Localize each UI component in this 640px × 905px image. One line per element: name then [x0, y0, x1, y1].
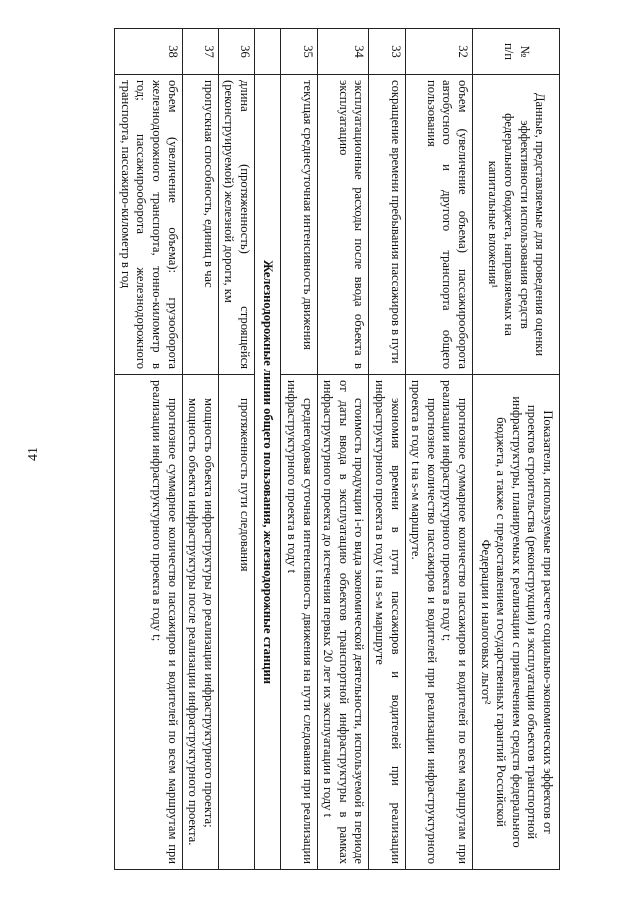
- row-indicators: [405, 375, 472, 870]
- table-row: [218, 29, 254, 870]
- table-row: [369, 29, 405, 870]
- indicator-text: прогнозное суммарное количество пассажиров и водителей по всем маршрутам при реализации инфраструктурного проекта в году t;: [149, 380, 180, 864]
- row-indicators: [281, 375, 317, 870]
- indicator-text: протяженность пути следования: [237, 398, 252, 572]
- indicator-text: мощность объекта инфраструктуры до реализации инфраструктурного проекта;: [201, 398, 216, 828]
- row-num: 38: [115, 29, 182, 75]
- row-num: 34: [317, 29, 369, 75]
- row-indicators: [369, 375, 405, 870]
- row-data: текущая среднесуточная интенсивность движения: [281, 75, 317, 375]
- section-row: [254, 29, 281, 870]
- row-num: 35: [281, 29, 317, 75]
- header-data: Данные, представляемые для проведения оценки эффективности использования средств федерального бюджета, направляемых на капитальные вложения¹: [473, 75, 560, 375]
- table-row: [317, 29, 369, 870]
- table-row: [281, 29, 317, 870]
- indicator-text: мощность объекта инфраструктуры после реализации инфраструктурного проекта.: [186, 398, 201, 846]
- rotated-table-page: [80, 28, 560, 869]
- header-indicators: Показатели, используемые при расчете социально-экономических эффектов от проектов строительства (реконструкции) и эксплуатации объектов транспортной инфраструктуры, планируемых к реализации с привлечением средств федерального бюджета, а также с предоставлением государственных гарантий Российской Федерации и налоговых льгот²: [473, 375, 560, 870]
- header-num: № п/п: [473, 29, 560, 75]
- table-header-row: [473, 29, 560, 870]
- row-indicators: [182, 375, 218, 870]
- data-table: [114, 28, 560, 870]
- indicator-text: экономия времени в пути пассажиров и водителей при реализации инфраструктурного проекта в году t на s-м маршруте: [373, 380, 403, 864]
- row-data: пропускная способность, единиц в час: [182, 75, 218, 375]
- row-num: 37: [182, 29, 218, 75]
- row-data: эксплуатационные расходы после ввода объекта в эксплуатацию: [317, 75, 369, 375]
- page-number: 41: [26, 447, 41, 461]
- row-indicators: [317, 375, 369, 870]
- row-data: объем (увеличение объема) пассажирооборота автобусного и другого транспорта общего пользования: [405, 75, 472, 375]
- row-data: объем (увеличение объема): грузооборота железнодорожного транспорта, тонно-километр в год; пассажирооборота железнодорожного транспорта, пассажиро-километр в год: [115, 75, 182, 375]
- row-data: сокращение времени пребывания пассажиров в пути: [369, 75, 405, 375]
- row-num: 32: [405, 29, 472, 75]
- table-row: [115, 29, 182, 870]
- table-row: [405, 29, 472, 870]
- table-row: [182, 29, 218, 870]
- row-indicators: [115, 375, 182, 870]
- row-num: 36: [218, 29, 254, 75]
- row-num: 33: [369, 29, 405, 75]
- section-title: Железнодорожные линии общего пользования, железнодорожные станции: [254, 75, 281, 870]
- row-data: длина (протяженность) строящейся (реконструируемой) железной дороги, км: [218, 75, 254, 375]
- indicator-text: прогнозное суммарное количество пассажиров и водителей по всем маршрутам при реализации инфраструктурного проекта в году t;: [440, 380, 471, 864]
- indicator-text: прогнозное количество пассажиров и водителей при реализации инфраструктурного проекта в году t на s-м маршруте.: [409, 380, 439, 864]
- section-spacer: [254, 29, 281, 75]
- indicator-text: стоимость продукции i-го вида экономической деятельности, используемой в периоде от даты ввода в эксплуатацию объектов транспортной инфраструктуры в рамках инфраструктурного проекта до истечения первых 20 лет их эксплуатации в году t: [321, 380, 367, 864]
- row-indicators: [218, 375, 254, 870]
- indicator-text: среднегодовая суточная интенсивность движения на пути следования при реализации инфраструктурного проекта в году t: [285, 380, 315, 864]
